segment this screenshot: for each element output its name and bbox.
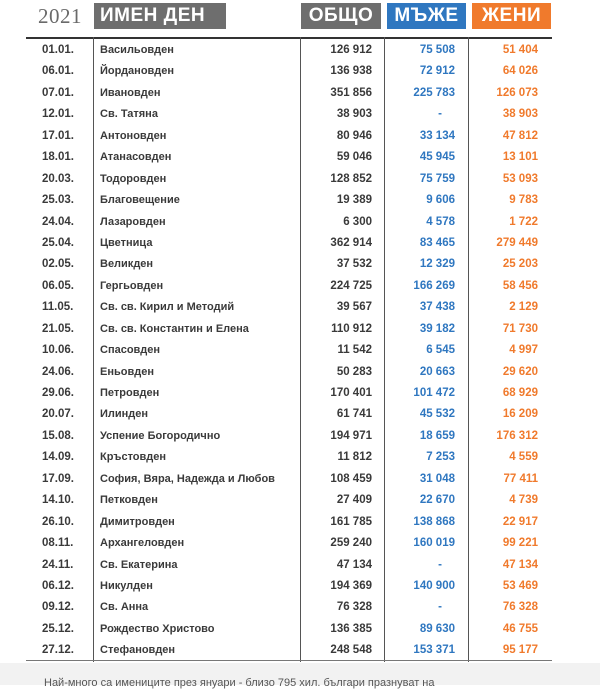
name-day-cell: Димитровден [100,515,175,528]
date-cell: 09.12. [42,601,74,614]
name-day-cell: Петровден [100,387,160,399]
men-cell: 83 465 [419,236,455,249]
men-cell: 160 019 [413,537,455,550]
total-cell: 39 567 [336,301,372,314]
women-cell: 13 101 [502,151,538,164]
total-cell: 38 903 [336,108,372,121]
date-cell: 01.01. [42,44,74,56]
women-cell: 46 755 [502,622,538,635]
table-row [0,640,600,661]
men-cell: 72 912 [419,65,455,78]
women-column-header: ЖЕНИ [472,3,551,29]
name-day-cell: Стефановден [100,644,176,657]
date-cell: 29.06. [42,387,74,399]
men-cell: 140 900 [413,579,455,592]
men-cell: 22 670 [419,494,455,507]
women-cell: 126 073 [496,86,538,99]
women-cell: 58 456 [502,279,538,292]
name-day-cell: Васильовден [100,44,174,56]
date-cell: 25.03. [42,194,74,207]
name-day-cell: Петковден [100,494,158,507]
name-day-cell: Антоновден [100,129,167,142]
table-row [0,61,600,82]
men-cell: 166 269 [413,279,455,292]
date-cell: 11.05. [42,301,74,314]
women-cell: 38 903 [502,108,538,121]
men-cell: 9 606 [426,194,455,207]
table-row [0,447,600,468]
women-cell: 22 917 [502,515,538,528]
date-cell: 24.06. [42,365,74,378]
name-day-cell: Благовещение [100,194,180,207]
name-day-cell: Никулден [100,579,153,592]
table-row [0,233,600,254]
table-row [0,212,600,233]
total-cell: 194 369 [330,579,372,592]
name-day-cell: Св. св. Константин и Елена [100,322,249,335]
men-cell: - [438,108,442,121]
table-bottom-divider [26,660,552,661]
table-row [0,512,600,533]
total-cell: 161 785 [330,515,372,528]
table-row [0,597,600,618]
women-cell: 64 026 [502,65,538,78]
table-row [0,619,600,640]
name-day-cell: Йордановден [100,65,175,78]
women-cell: 51 404 [502,44,538,56]
table-row [0,276,600,297]
name-day-cell: Лазаровден [100,215,166,228]
name-day-cell: Успение Богородично [100,429,221,442]
total-cell: 61 741 [336,408,372,421]
total-cell: 50 283 [336,365,372,378]
table-row [0,383,600,404]
table-row [0,576,600,597]
date-cell: 18.01. [42,151,74,164]
table-row [0,169,600,190]
women-cell: 176 312 [496,429,538,442]
table-row [0,469,600,490]
total-cell: 110 912 [331,322,372,335]
header-divider [26,37,552,39]
men-cell: 89 630 [419,622,455,635]
table-header [0,0,600,32]
total-cell: 224 725 [330,279,372,292]
women-cell: 95 177 [502,644,538,657]
footer-text: Най-много са имениците през януари - близо 795 хил. българи празнуват на [44,677,435,689]
table-row [0,490,600,511]
date-cell: 12.01. [42,108,74,121]
name-day-cell: Цветница [100,236,153,249]
women-cell: 2 129 [509,301,538,314]
men-cell: 20 663 [419,365,455,378]
table-row [0,533,600,554]
date-cell: 08.11. [42,537,74,550]
table-row [0,40,600,61]
name-day-cell: Илинден [100,408,149,421]
name-day-cell: Гергьовден [100,279,164,292]
year-label: 2021 [38,4,82,28]
name-day-cell: Ивановден [100,86,161,99]
total-cell: 59 046 [336,151,372,164]
date-cell: 07.01. [42,86,74,99]
women-cell: 4 559 [509,451,538,464]
women-cell: 4 739 [509,494,538,507]
total-cell: 11 812 [337,451,372,464]
men-cell: 33 134 [419,129,455,142]
date-cell: 10.06. [42,344,74,357]
total-cell: 194 971 [330,429,372,442]
men-cell: 45 532 [419,408,455,421]
men-cell: 12 329 [419,258,455,271]
women-cell: 9 783 [509,194,538,207]
footer-note [0,663,600,689]
men-cell: 225 783 [413,86,455,99]
women-cell: 76 328 [502,601,538,614]
date-cell: 14.09. [42,451,74,464]
name-day-cell: Великден [100,258,154,271]
table-row [0,297,600,318]
total-cell: 37 532 [336,258,372,271]
total-cell: 76 328 [336,601,372,614]
date-cell: 27.12. [42,644,74,657]
women-cell: 53 093 [502,172,538,185]
total-column-header: ОБЩО [301,3,381,29]
men-cell: - [438,601,442,614]
men-cell: 39 182 [419,322,455,335]
table-row [0,254,600,275]
total-cell: 19 389 [336,194,372,207]
men-cell: 75 508 [419,44,455,56]
table-row [0,147,600,168]
table-row [0,104,600,125]
date-cell: 21.05. [42,322,74,335]
women-cell: 47 134 [502,558,538,571]
date-cell: 24.04. [42,215,74,228]
table-row [0,555,600,576]
table-row [0,319,600,340]
total-cell: 170 401 [330,387,372,399]
name-day-cell: Еньовден [100,365,154,378]
total-cell: 126 912 [330,44,372,56]
total-cell: 351 856 [330,86,372,99]
name-day-cell: Рождество Христово [100,622,215,635]
women-cell: 4 997 [509,344,538,357]
women-cell: 16 209 [502,408,538,421]
table-row [0,126,600,147]
date-cell: 24.11. [42,558,74,571]
total-cell: 248 548 [330,644,372,657]
men-cell: 31 048 [419,472,455,485]
men-cell: 45 945 [419,151,455,164]
men-cell: 37 438 [419,301,455,314]
women-cell: 279 449 [496,236,538,249]
men-cell: 6 545 [426,344,455,357]
total-cell: 136 938 [330,65,372,78]
date-cell: 25.12. [42,622,74,635]
date-cell: 02.05. [42,258,74,271]
women-cell: 29 620 [502,365,538,378]
name-day-cell: Св. св. Кирил и Методий [100,301,235,314]
women-cell: 47 812 [502,129,538,142]
men-cell: 75 759 [419,172,455,185]
men-cell: - [438,558,442,571]
date-cell: 17.09. [42,472,74,485]
date-cell: 14.10. [42,494,74,507]
total-cell: 47 134 [336,558,372,571]
total-cell: 11 542 [337,344,372,357]
date-cell: 25.04. [42,236,74,249]
name-day-cell: Атанасовден [100,151,172,164]
date-cell: 26.10. [42,515,74,528]
women-cell: 77 411 [503,472,538,485]
date-cell: 20.07. [42,408,74,421]
women-cell: 99 221 [502,537,538,550]
total-cell: 27 409 [336,494,372,507]
name-day-cell: Кръстовден [100,451,167,464]
name-day-cell: Св. Анна [100,601,149,614]
women-cell: 71 730 [502,322,538,335]
date-cell: 15.08. [42,429,74,442]
table-row [0,362,600,383]
women-cell: 53 469 [502,579,538,592]
men-cell: 101 472 [413,387,455,399]
total-cell: 128 852 [330,172,372,185]
name-day-cell: Архангеловден [100,537,185,550]
date-cell: 06.12. [42,579,74,592]
total-cell: 362 914 [330,236,372,249]
name-day-cell: Тодоровден [100,172,167,185]
table-row [0,340,600,361]
name-days-table [0,40,600,662]
total-cell: 6 300 [343,215,372,228]
table-row [0,404,600,425]
total-cell: 80 946 [336,129,372,142]
men-cell: 138 868 [413,515,455,528]
total-cell: 259 240 [330,537,372,550]
name-day-cell: София, Вяра, Надежда и Любов [100,472,275,485]
date-cell: 20.03. [42,172,74,185]
men-column-header: МЪЖЕ [387,3,466,29]
name-day-cell: Спасовден [100,344,161,357]
table-row [0,190,600,211]
men-cell: 7 253 [426,451,455,464]
date-cell: 06.01. [42,65,74,78]
name-day-cell: Св. Екатерина [100,558,178,571]
women-cell: 1 722 [509,215,538,228]
total-cell: 108 459 [330,472,372,485]
men-cell: 18 659 [419,429,455,442]
women-cell: 68 929 [502,387,538,399]
men-cell: 153 371 [413,644,455,657]
name-day-column-header: ИМЕН ДЕН [94,3,226,29]
date-cell: 06.05. [42,279,74,292]
total-cell: 136 385 [330,622,372,635]
table-row [0,426,600,447]
men-cell: 4 578 [426,215,455,228]
table-row [0,83,600,104]
name-day-cell: Св. Татяна [100,108,158,121]
women-cell: 25 203 [502,258,538,271]
date-cell: 17.01. [42,129,74,142]
